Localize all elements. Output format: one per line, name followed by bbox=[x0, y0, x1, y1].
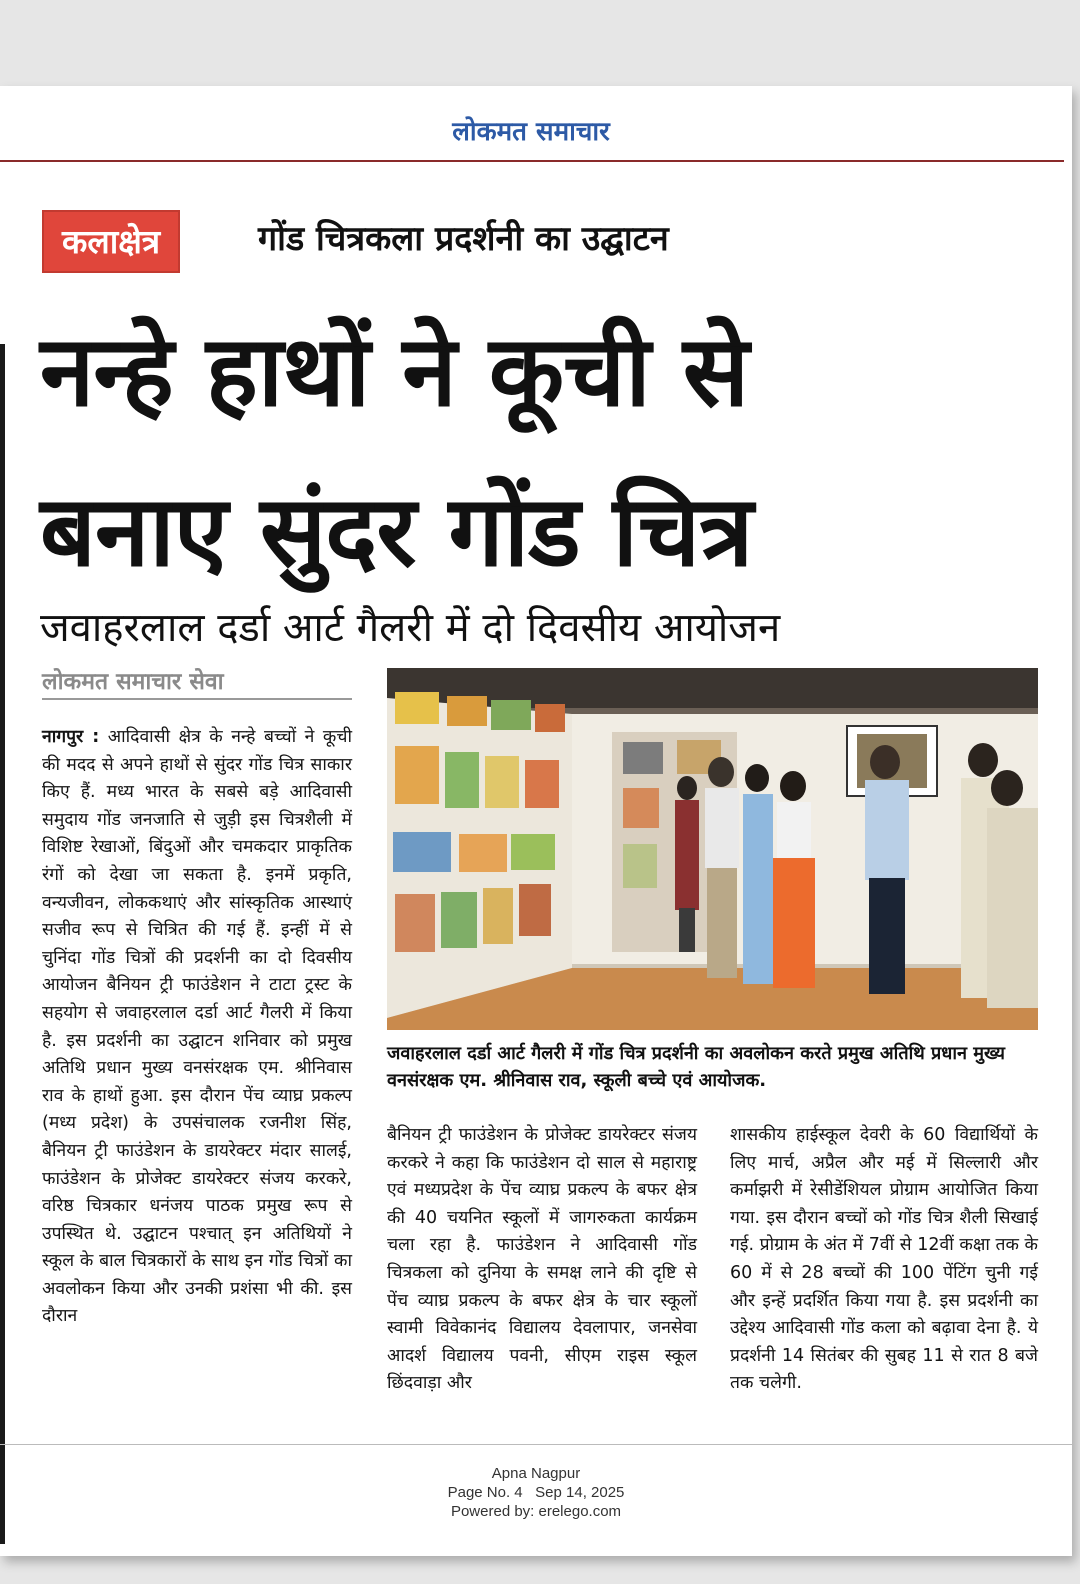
newspaper-page bbox=[0, 86, 1072, 1556]
footer-powered-by: Powered by: erelego.com bbox=[450, 1503, 622, 1520]
kicker-headline: गोंड चित्रकला प्रदर्शनी का उद्घाटन bbox=[258, 219, 669, 259]
masthead: लोकमत समाचार bbox=[452, 117, 610, 147]
photo-caption: जवाहरलाल दर्डा आर्ट गैलरी में गोंड चित्र प्रदर्शनी का अवलोकन करते प्रमुख अतिथि प्रधान मुख्य वनसंरक्षक एम. श्रीनिवास राव, स्कूली बच्चे एवं आयोजक. bbox=[387, 1043, 1005, 1091]
agency-rule bbox=[42, 698, 352, 700]
masthead-rule bbox=[0, 160, 1064, 162]
headline-line-2: बनाए सुंदर गोंड चित्र bbox=[40, 475, 753, 589]
news-agency-credit: लोकमत समाचार सेवा bbox=[42, 669, 224, 695]
article-column-3: शासकीय हाईस्कूल देवरी के 60 विद्यार्थियों के लिए मार्च, अप्रैल और मई में सिल्लारी और कर्माझरी में रेसीडेंशियल प्रोग्राम आयोजित किया गया. इस दौरान बच्चों को गोंड चित्र शैली सिखाई गई. प्रोग्राम के अंत में 7वीं से 12वीं कक्षा तक के 60 में से 28 बच्चों की 100 पेंटिंग चुनी गई और इन्हें प्रदर्शित किया गया है. इस प्रदर्शनी का उद्देश्य आदिवासी गोंड कला को बढ़ावा देना है. ये प्रदर्शनी 14 सितंबर की सुबह 11 से रात 8 बजे तक चलेगी. bbox=[730, 1125, 1038, 1394]
column-1-text: आदिवासी क्षेत्र के नन्हे बच्चों ने कूची की मदद से अपने हाथों से सुंदर गोंड चित्र साकार किए हैं. मध्य भारत के सबसे बड़े आदिवासी समुदाय गोंड जनजाति से जुड़ी इस चित्रशैली में विशिष्ट रेखाओं, बिंदुओं और चमकदार प्राकृतिक रंगों को देखा जा सकता है. इनमें प्रकृति, वन्यजीवन, लोककथाएं और सांस्कृतिक आस्थाएं सजीव रूप से चित्रित की गई हैं. इन्हीं में से चुनिंदा गोंड चित्रों की प्रदर्शनी का दो दिवसीय आयोजन बैनियन ट्री फाउंडेशन ने टाटा ट्रस्ट के सहयोग से जवाहरलाल दर्डा आर्ट गैलरी में किया है. इस प्रदर्शनी का उद्घाटन शनिवार को प्रमुख अतिथि प्रधान मुख्य वनसंरक्षक एम. श्रीनिवास राव के हाथों हुआ. इस दौरान पेंच व्याघ्र प्रकल्प (मध्य प्रदेश) के उपसंचालक रजनीश सिंह, बैनियन ट्री फाउंडेशन के डायरेक्टर मंदार सालई, फाउंडेशन के प्रोजेक्ट डायरेक्टर संजय करकरे, वरिष्ठ चित्रकार धनंजय पाठक प्रमुख रूप से उपस्थित थे. उद्घाटन पश्चात् इन अतिथियों ने स्कूल के बाल चित्रकारों के साथ इन गोंड चित्रों का अवलोकन किया और उनकी प्रशंसा भी की. इस दौरान bbox=[42, 727, 352, 1327]
gallery-photo bbox=[387, 668, 1038, 1030]
article-column-2: बैनियन ट्री फाउंडेशन के प्रोजेक्ट डायरेक्टर संजय करकरे ने कहा कि फाउंडेशन दो साल से महाराष्ट्र एवं मध्यप्रदेश के पेंच व्याघ्र प्रकल्प के बफर क्षेत्र की 40 चयनित स्कूलों में जागरुकता कार्यक्रम चला रहा है. फाउंडेशन ने आदिवासी गोंड चित्रकला को दुनिया के समक्ष लाने की दृष्टि से पेंच व्याघ्र प्रकल्प के बफर क्षेत्र के चार स्कूलों स्वामी विवेकानंद विद्यालय देवलापार, जनसेवा आदर्श विद्यालय पवनी, सीएम राइस स्कूल छिंदवाड़ा और bbox=[387, 1125, 697, 1394]
article-column-1 bbox=[42, 724, 352, 1331]
footer-page-date: Page No. 4 Sep 14, 2025 bbox=[447, 1484, 625, 1501]
dateline: नागपुर : bbox=[42, 727, 100, 747]
left-column-rule bbox=[0, 344, 5, 1544]
page-bottom-rule bbox=[0, 1444, 1072, 1445]
headline-line-1: नन्हे हाथों ने कूची से bbox=[40, 315, 749, 429]
main-headline bbox=[40, 292, 1040, 612]
gallery-photo-illustration bbox=[387, 668, 1038, 1030]
sub-headline: जवाहरलाल दर्डा आर्ट गैलरी में दो दिवसीय आयोजन bbox=[40, 605, 781, 651]
page-footer bbox=[0, 1464, 1072, 1521]
footer-edition: Apna Nagpur bbox=[491, 1465, 581, 1482]
section-kicker: कलाक्षेत्र bbox=[42, 210, 180, 273]
